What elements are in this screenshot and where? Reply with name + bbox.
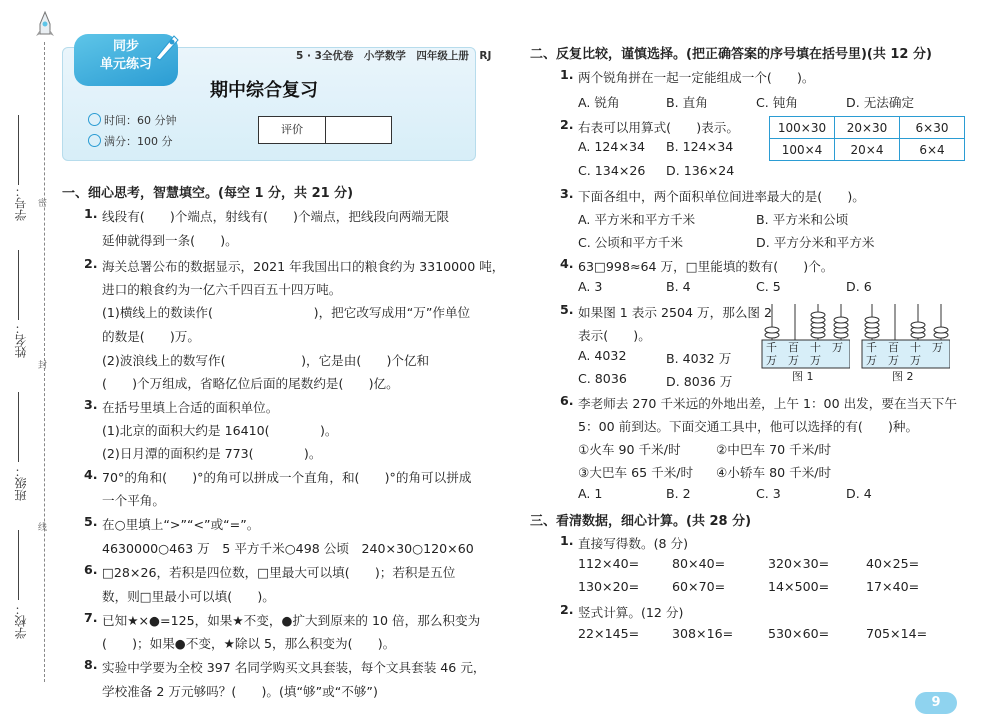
- q1-text: 两个锐角拼在一起一定能组成一个( )。: [578, 70, 815, 85]
- seal-xian: 线: [38, 523, 48, 533]
- c2-title: 竖式计算。(12 分): [578, 605, 684, 620]
- question-number: 6.: [84, 562, 98, 577]
- question-line: 已知★×●=125，如果★不变，●扩大到原来的 10 倍，那么积变为: [102, 613, 481, 628]
- class-line: [18, 392, 19, 462]
- q4-opt-c: C. 5: [756, 279, 781, 294]
- ribbon-line2: 单元练习: [99, 57, 152, 72]
- question-number: 3.: [84, 397, 98, 412]
- q6-choice-2: ②中巴车 70 千米/时: [716, 442, 832, 457]
- student-no-line: [18, 115, 19, 185]
- calc-item: 112×40=: [578, 556, 640, 571]
- q1-opt-a: A. 锐角: [578, 95, 620, 110]
- table-cell: 20×30: [835, 117, 900, 139]
- c1-number: 1.: [560, 533, 574, 548]
- table-cell: 6×30: [900, 117, 965, 139]
- question-number: 2.: [84, 256, 98, 271]
- section3-title: 三、看清数据，细心计算。(共 28 分): [530, 514, 752, 529]
- full-score: 满分：100 分: [104, 135, 173, 148]
- rocket-icon: [30, 10, 60, 40]
- q1-opt-c: C. 钝角: [756, 95, 798, 110]
- q5-text-a: 如果图 1 表示 2504 万，那么图 2: [578, 305, 773, 320]
- name-line: [18, 250, 19, 320]
- q6-text-b: 5：00 前到达。下面交通工具中，他可以选择的有( )种。: [578, 419, 919, 434]
- q4-number: 4.: [560, 256, 574, 271]
- eval-box: [258, 116, 392, 144]
- q6-opt-b: B. 2: [666, 486, 691, 501]
- figure-2-caption: 图 2: [892, 370, 914, 383]
- q4-text: 63□998≈64 万，□里能填的数有( )个。: [578, 259, 834, 274]
- calc-item: 60×70=: [672, 579, 726, 594]
- abacus-labels-1: [766, 341, 843, 367]
- abacus-label: 千: [766, 341, 777, 354]
- section2-title: 二、反复比较，谨慎选择。(把正确答案的序号填在括号里)(共 12 分): [530, 47, 932, 62]
- question-line: 数，则□里最小可以填( )。: [102, 589, 275, 604]
- question-line: 70°的角和( )°的角可以拼成一个直角，和( )°的角可以拼成: [102, 470, 472, 485]
- q3-opt-c: C. 公顷和平方千米: [578, 235, 683, 250]
- table-cell: 6×4: [900, 139, 965, 161]
- q4-opt-d: D. 6: [846, 279, 872, 294]
- abacus-label: 万: [766, 354, 777, 367]
- question-line: 实验中学要为全校 397 名同学购买文具套装，每个文具套装 46 元，: [102, 660, 486, 675]
- question-number: 1.: [84, 206, 98, 221]
- time-limit: 时间：60 分钟: [104, 114, 177, 127]
- question-line: 4630000○463 万 5 平方千米○498 公顷 240×30○120×60: [102, 541, 474, 556]
- ribbon-line1: 同步: [112, 39, 139, 54]
- school-label: 学校：: [14, 603, 28, 639]
- page-number: 9: [915, 692, 957, 714]
- abacus-label: 万: [888, 354, 899, 367]
- q3-opt-a: A. 平方米和平方千米: [578, 212, 696, 227]
- question-line: □28×26，若积是四位数，□里最大可以填( )；若积是五位: [102, 565, 456, 580]
- q1-opt-b: B. 直角: [666, 95, 708, 110]
- figure-1-caption: 图 1: [792, 370, 814, 383]
- q6-opt-d: D. 4: [846, 486, 872, 501]
- question-line: (1)北京的面积大约是 16410( )。: [102, 423, 338, 438]
- calc-item: 308×16=: [672, 626, 734, 641]
- calc-item: 17×40=: [866, 579, 920, 594]
- q6-choice-3: ③大巴车 65 千米/时: [578, 465, 694, 480]
- question-line: 在○里填上“>”“<”或“=”。: [102, 517, 260, 532]
- calc-item: 14×500=: [768, 579, 830, 594]
- question-line: ( )；如果●不变，★除以 5，那么积变为( )。: [102, 636, 396, 651]
- q5-text-b: 表示( )。: [578, 328, 651, 343]
- table-cell: 100×4: [770, 139, 835, 161]
- question-line: 的数是( )万。: [102, 329, 200, 344]
- q2-opt-c: C. 134×26: [578, 163, 646, 178]
- check-icon: [88, 134, 101, 147]
- q2-opt-d: D. 136×24: [666, 163, 735, 178]
- section1-title: 一、细心思考，智慧填空。(每空 1 分，共 21 分): [62, 186, 354, 201]
- multiplication-table: [769, 116, 965, 161]
- abacus-figure-2: [860, 300, 950, 383]
- question-line: ( )个万组成，省略亿位后面的尾数约是( )亿。: [102, 376, 399, 391]
- question-number: 4.: [84, 467, 98, 482]
- question-number: 8.: [84, 657, 98, 672]
- abacus-label: 万: [932, 341, 943, 354]
- q2-text: 右表可以用算式( )表示。: [578, 120, 739, 135]
- q3-number: 3.: [560, 186, 574, 201]
- q2-opt-a: A. 124×34: [578, 139, 646, 154]
- q4-opt-b: B. 4: [666, 279, 691, 294]
- abacus-label: 百: [788, 341, 799, 354]
- abacus-labels-2: [866, 341, 943, 367]
- question-line: 海关总署公布的数据显示，2021 年我国出口的粮食约为 3310000 吨，: [102, 259, 505, 274]
- abacus-label: 万: [810, 354, 821, 367]
- seal-feng: 封: [38, 361, 48, 371]
- q5-opt-c: C. 8036: [578, 371, 627, 386]
- q5-number: 5.: [560, 302, 574, 317]
- question-line: 一个平角。: [102, 493, 165, 508]
- table-cell: 20×4: [835, 139, 900, 161]
- q6-number: 6.: [560, 393, 574, 408]
- q2-number: 2.: [560, 117, 574, 132]
- c2-number: 2.: [560, 602, 574, 617]
- question-line: (2)日月潭的面积约是 773( )。: [102, 446, 322, 461]
- question-line: 在括号里填上合适的面积单位。: [102, 400, 279, 415]
- abacus-label: 百: [888, 341, 899, 354]
- calc-item: 320×30=: [768, 556, 830, 571]
- q5-opt-a: A. 4032: [578, 348, 627, 363]
- question-line: 延伸就得到一条( )。: [102, 233, 238, 248]
- q3-text: 下面各组中，两个面积单位间进率最大的是( )。: [578, 189, 865, 204]
- question-number: 7.: [84, 610, 98, 625]
- q3-opt-b: B. 平方米和公顷: [756, 212, 849, 227]
- q6-choice-1: ①火车 90 千米/时: [578, 442, 681, 457]
- calc-item: 130×20=: [578, 579, 640, 594]
- question-line: 进口的粮食约为一亿六千四百五十四万吨。: [102, 282, 342, 297]
- c1-title: 直接写得数。(8 分): [578, 536, 688, 551]
- abacus-label: 万: [910, 354, 921, 367]
- q6-text-a: 李老师去 270 千米远的外地出差，上午 1：00 出发，要在当天下午: [578, 396, 957, 411]
- seal-mi: 密: [38, 199, 48, 209]
- q3-opt-d: D. 平方分米和平方米: [756, 235, 875, 250]
- table-cell: 100×30: [770, 117, 835, 139]
- abacus-label: 十: [910, 341, 921, 354]
- q1-number: 1.: [560, 67, 574, 82]
- abacus-label: 万: [832, 341, 843, 354]
- school-line: [18, 530, 19, 600]
- abacus-label: 十: [810, 341, 821, 354]
- calc-item: 40×25=: [866, 556, 920, 571]
- table-row: [770, 117, 965, 139]
- question-line: 学校准备 2 万元够吗？( )。(填“够”或“不够”): [102, 684, 378, 699]
- calc-item: 705×14=: [866, 626, 928, 641]
- series-info: 5 · 3全优卷 小学数学 四年级上册 RJ: [296, 50, 492, 62]
- q5-opt-d: D. 8036 万: [666, 374, 733, 389]
- question-number: 5.: [84, 514, 98, 529]
- class-label: 班级：: [14, 465, 28, 501]
- question-line: 线段有( )个端点，射线有( )个端点，把线段向两端无限: [102, 209, 450, 224]
- clock-icon: [88, 113, 101, 126]
- abacus-label: 万: [866, 354, 877, 367]
- abacus-label: 千: [866, 341, 877, 354]
- student-no-label: 学号：: [14, 185, 28, 221]
- abacus-label: 万: [788, 354, 799, 367]
- name-label: 姓名：: [14, 322, 28, 358]
- question-line: (1)横线上的数读作( )，把它改写成用“万”作单位: [102, 305, 471, 320]
- q6-opt-a: A. 1: [578, 486, 603, 501]
- q6-opt-c: C. 3: [756, 486, 781, 501]
- table-row: [770, 139, 965, 161]
- calc-item: 22×145=: [578, 626, 640, 641]
- rocket-icon: [150, 30, 184, 64]
- calc-item: 530×60=: [768, 626, 830, 641]
- eval-label: 评价: [259, 117, 326, 143]
- q4-opt-a: A. 3: [578, 279, 603, 294]
- page-title: 期中综合复习: [210, 80, 318, 101]
- abacus-figure-1: [760, 300, 850, 383]
- q1-opt-d: D. 无法确定: [846, 95, 915, 110]
- q6-choice-4: ④小轿车 80 千米/时: [716, 465, 832, 480]
- calc-item: 80×40=: [672, 556, 726, 571]
- question-line: (2)波浪线上的数写作( )，它是由( )个亿和: [102, 353, 430, 368]
- q2-opt-b: B. 124×34: [666, 139, 734, 154]
- q5-opt-b: B. 4032 万: [666, 351, 732, 366]
